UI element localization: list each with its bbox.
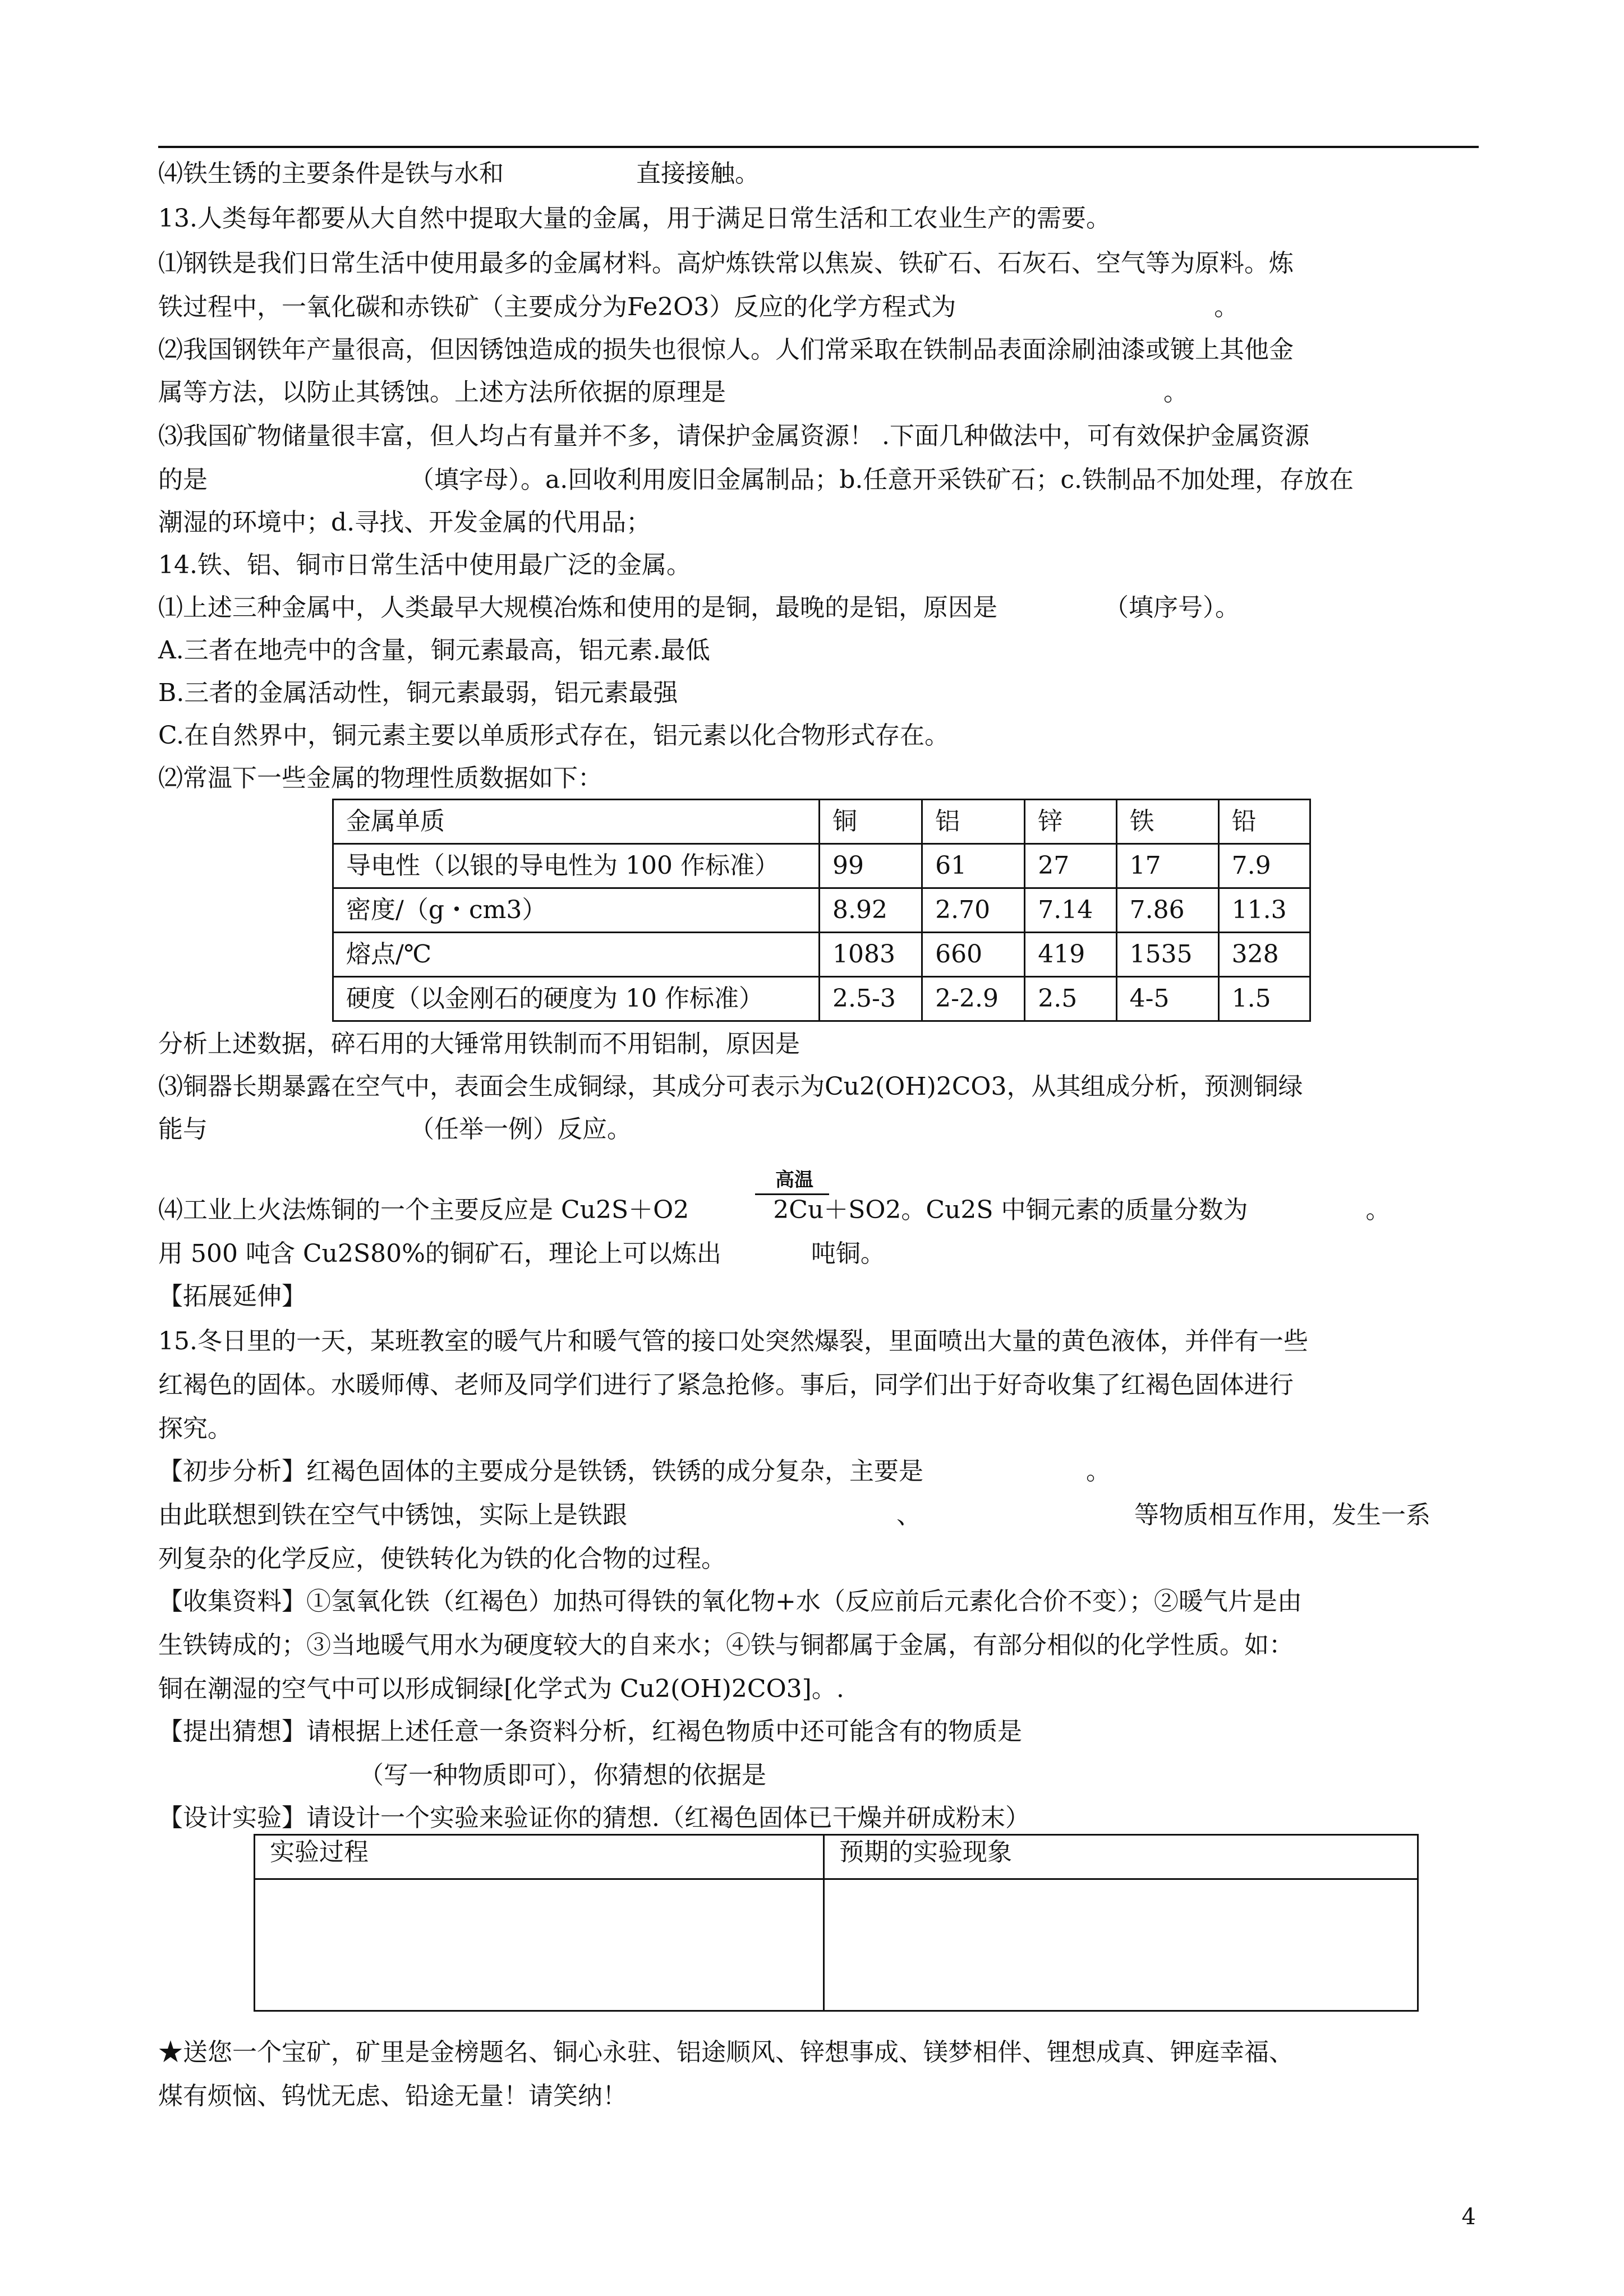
text-line: 铁过程中，一氧化碳和赤铁矿（主要成分为Fe2O3）反应的化学方程式为 。 — [158, 293, 1239, 321]
table-cell: 1.5 — [1218, 977, 1310, 1021]
table-cell: 金属单质 — [333, 800, 820, 844]
page-number: 4 — [1461, 2204, 1476, 2230]
question-13-stem: 13.人类每年都要从大自然中提取大量的金属，用于满足日常生活和工农业生产的需要。 — [158, 204, 1111, 233]
text-line: 属等方法，以防止其锈蚀。上述方法所依据的原理是 。 — [158, 378, 1188, 407]
table-cell: 17 — [1116, 844, 1218, 888]
table-cell: 7.14 — [1025, 888, 1116, 933]
text-line: ⑵常温下一些金属的物理性质数据如下： — [158, 764, 602, 792]
table-cell: 7.9 — [1218, 844, 1310, 888]
text-line: 用 500 吨含 Cu2S80%的铜矿石，理论上可以炼出 吨铜。 — [158, 1239, 885, 1268]
table-cell: 419 — [1025, 933, 1116, 977]
text-line: ⑶我国矿物储量很丰富，但人均占有量并不多，请保护金属资源！ .下面几种做法中，可有效保护金属资源 — [158, 422, 1309, 450]
closing-note: 煤有烦恼、钨忧无虑、铅途无量！请笑纳！ — [158, 2082, 627, 2110]
table-cell: 2.70 — [922, 888, 1025, 933]
option-b: B.三者的金属活动性，铜元素最弱，铝元素最强 — [158, 679, 678, 707]
text-line: 潮湿的环境中；d.寻找、开发金属的代用品； — [158, 508, 651, 537]
closing-note: ★送您一个宝矿，矿里是金榜题名、铜心永驻、铝途顺风、锌想事成、镁梦相伴、锂想成真、钾庭幸福、 — [158, 2038, 1294, 2067]
text-line: ⑴上述三种金属中，人类最早大规模冶炼和使用的是铜，最晚的是铝，原因是 （填序号）。 — [158, 593, 1240, 622]
table-cell: 11.3 — [1218, 888, 1310, 933]
text-line: 由此联想到铁在空气中锈蚀，实际上是铁跟 、 等物质相互作用，发生一系 — [158, 1501, 1430, 1529]
text-line: ⑶铜器长期暴露在空气中，表面会生成铜绿，其成分可表示为Cu2(OH)2CO3，从其组成分析，预测铜绿 — [158, 1072, 1303, 1101]
table-cell: 99 — [820, 844, 922, 888]
table-cell: 27 — [1025, 844, 1116, 888]
table-header-row — [255, 1835, 1418, 1879]
text-line: ⑷铁生锈的主要条件是铁与水和 直接接触。 — [158, 159, 760, 188]
text-line: （写一种物质即可），你猜想的依据是 — [359, 1761, 766, 1790]
table-cell: 61 — [922, 844, 1025, 888]
table-cell: 铅 — [1218, 800, 1310, 844]
text-line: 铜在潮湿的空气中可以形成铜绿[化学式为 Cu2(OH)2CO3]。. — [158, 1675, 844, 1703]
question-15-stem: 15.冬日里的一天，某班教室的暖气片和暖气管的接口处突然爆裂，里面喷出大量的黄色液体，并伴有一些 — [158, 1327, 1308, 1356]
table-row — [333, 844, 1310, 888]
text-line: 【提出猜想】请根据上述任意一条资料分析，红褐色物质中还可能含有的物质是 — [158, 1717, 1022, 1746]
table-cell: 2.5-3 — [820, 977, 922, 1021]
answer-cell[interactable] — [824, 1879, 1418, 2011]
table-cell: 7.86 — [1116, 888, 1218, 933]
table-cell: 铁 — [1116, 800, 1218, 844]
text-line: 探究。 — [158, 1414, 232, 1443]
text-line: ⑷工业上火法炼铜的一个主要反应是 Cu2S＋O2 2Cu＋SO2。Cu2S 中铜元素的质量分数为 。 — [158, 1196, 1391, 1224]
table-cell: 1535 — [1116, 933, 1218, 977]
table-cell: 328 — [1218, 933, 1310, 977]
header-rule — [158, 146, 1479, 148]
text-line: 红褐色的固体。水暖师傅、老师及同学们进行了紧急抢修。事后，同学们出于好奇收集了红褐色固体进行 — [158, 1371, 1294, 1399]
text-line: 【初步分析】红褐色固体的主要成分是铁锈，铁锈的成分复杂，主要是 。 — [158, 1457, 1111, 1486]
table-row — [333, 888, 1310, 933]
experiment-design-table — [254, 1834, 1419, 2012]
text-line: ⑴钢铁是我们日常生活中使用最多的金属材料。高炉炼铁常以焦炭、铁矿石、石灰石、空气等为原料。炼 — [158, 249, 1294, 278]
metal-properties-table — [332, 799, 1311, 1022]
table-cell: 预期的实验现象 — [824, 1835, 1418, 1879]
table-cell: 660 — [922, 933, 1025, 977]
section-heading: 【拓展延伸】 — [158, 1282, 306, 1311]
table-cell: 铝 — [922, 800, 1025, 844]
text-line: 能与 （任举一例）反应。 — [158, 1115, 632, 1144]
table-cell: 导电性（以银的导电性为 100 作标准） — [333, 844, 820, 888]
table-cell: 铜 — [820, 800, 922, 844]
table-cell: 密度/（g・cm3） — [333, 888, 820, 933]
text-line: ⑵我国钢铁年产量很高，但因锈蚀造成的损失也很惊人。人们常采取在铁制品表面涂刷油漆或镀上其他金 — [158, 335, 1294, 364]
table-cell: 2-2.9 — [922, 977, 1025, 1021]
table-cell: 熔点/℃ — [333, 933, 820, 977]
text-line: 分析上述数据，碎石用的大锤常用铁制而不用铝制，原因是 — [158, 1030, 800, 1058]
table-cell: 锌 — [1025, 800, 1116, 844]
question-14-stem: 14.铁、铝、铜市日常生活中使用最广泛的金属。 — [158, 551, 691, 579]
table-cell: 2.5 — [1025, 977, 1116, 1021]
table-cell: 4-5 — [1116, 977, 1218, 1021]
reaction-condition: 高温 — [775, 1169, 813, 1191]
text-line: 生铁铸成的；③当地暖气用水为硬度较大的自来水；④铁与铜都属于金属，有部分相似的化学性质。如： — [158, 1631, 1294, 1659]
text-line: 列复杂的化学反应，使铁转化为铁的化合物的过程。 — [158, 1545, 726, 1573]
answer-cell[interactable] — [255, 1879, 824, 2011]
table-cell: 1083 — [820, 933, 922, 977]
table-row — [333, 933, 1310, 977]
table-row — [333, 977, 1310, 1021]
table-cell: 实验过程 — [255, 1835, 824, 1879]
option-c: C.在自然界中，铜元素主要以单质形式存在，铝元素以化合物形式存在。 — [158, 721, 950, 750]
table-row — [255, 1879, 1418, 2011]
text-line: 【设计实验】请设计一个实验来验证你的猜想.（红褐色固体已干燥并研成粉末） — [158, 1804, 1030, 1832]
text-line: 【收集资料】①氢氧化铁（红褐色）加热可得铁的氧化物+水（反应前后元素化合价不变）；②暖气片是由 — [158, 1587, 1302, 1616]
text-line: 的是 （填字母）。a.回收利用废旧金属制品；b.任意开采铁矿石；c.铁制品不加处理，存放在 — [158, 465, 1354, 494]
table-cell: 8.92 — [820, 888, 922, 933]
table-cell: 硬度（以金刚石的硬度为 10 作标准） — [333, 977, 820, 1021]
table-header-row — [333, 800, 1310, 844]
option-a: A.三者在地壳中的含量，铜元素最高，铝元素.最低 — [158, 636, 710, 665]
